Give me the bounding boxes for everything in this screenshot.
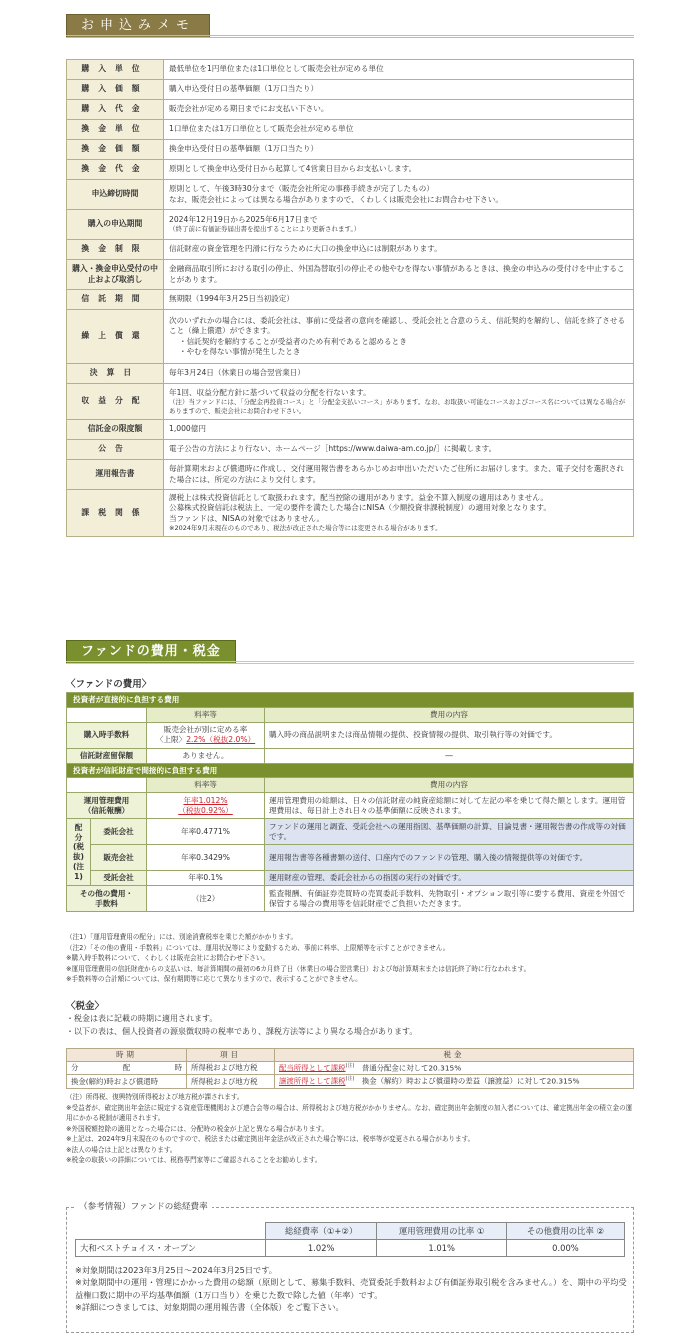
reference-notes: ※対象期間は2023年3月25日～2024年3月25日です。 ※対象期間中の運用・管理にかかった費用の総額（原則として、募集手数料、売買委託手数料および有価証券取引税を含みません。）を、期中の平均受益権口数に期中の平均基準価額（1万口当り）を乗じた数で除した値（年率）です。 ※詳細につきましては、対象期間の運用報告書（全体版）をご覧下さい。: [75, 1265, 627, 1312]
other-fee-label: その他の費用・ 手数料: [67, 886, 147, 912]
alloc-label: 配分 (税抜) (注1): [67, 819, 91, 886]
memo-row-label: 換金価額: [67, 140, 164, 160]
fund-name: 大和ベストチョイス・オープン: [76, 1240, 266, 1257]
memo-row-value: 最低単位を1円単位または1口単位として販売会社が定める単位: [164, 60, 634, 80]
trustor-label: 委託会社: [91, 819, 147, 845]
reference-title: （参考情報）ファンドの総経費率: [75, 1200, 212, 1212]
total-ratio-value: 1.02%: [266, 1240, 377, 1257]
memo-row-value: 信託財産の資金管理を円滑に行なうために大口の換金申込には制限があります。: [164, 240, 634, 260]
purchase-fee-rate: 販売会社が別に定める率 〈上限〉2.2%（税抜2.0%）: [147, 722, 265, 748]
memo-row-label: 購入・換金申込受付の中止および取消し: [67, 260, 164, 290]
memo-row: [67, 180, 634, 210]
memo-row: [67, 160, 634, 180]
other-fee-rate: （注2）: [147, 886, 265, 912]
mgmt-ratio-header: 運用管理費用の比率 ①: [377, 1223, 507, 1240]
memo-row-value: 毎年3月24日（休業日の場合翌営業日）: [164, 364, 634, 384]
memo-row-value: 電子公告の方法により行ない、ホームページ［https://www.daiwa-am.co.jp/］に掲載します。: [164, 440, 634, 460]
tax-row: 換金(解約)時および償還時 所得税および地方税 譲渡所得として課税$^{(注)}$ 換金（解約）時および償還時の差益（譲渡益）に対して20.315%: [67, 1075, 634, 1088]
memo-row-value: 毎計算期末および償還時に作成し、交付運用報告書をあらかじめお申出いただいたご住所にお届けします。また、電子交付を選択された場合には、所定の方法により交付します。: [164, 460, 634, 490]
fee-col-content: 費用の内容: [265, 707, 634, 722]
memo-row-label: 信託金の限度額: [67, 420, 164, 440]
memo-row-label: 信託期間: [67, 290, 164, 310]
other-fee-content: 監査報酬、有価証券売買時の売買委託手数料、先物取引・オプション取引等に要する費用、資産を外国で保管する場合の費用等を信託財産でご負担いただきます。: [265, 886, 634, 912]
memo-row-value: 1,000億円: [164, 420, 634, 440]
purchase-fee-content: 購入時の商品説明または商品情報の提供、投資情報の提供、取引執行等の対価です。: [265, 722, 634, 748]
memo-row-value: 購入申込受付日の基準価額（1万口当たり）: [164, 80, 634, 100]
memo-table: [66, 59, 634, 537]
mgmt-fee-label: 運用管理費用 （信託報酬）: [67, 793, 147, 819]
tax-col-time: 時期: [67, 1049, 187, 1062]
seller-label: 販売会社: [91, 845, 147, 871]
memo-row-label: 購入価額: [67, 80, 164, 100]
memo-row-value: 原則として、午後3時30分まで（販売会社所定の事務手続きが完了したもの） なお、販売会社によっては異なる場合がありますので、くわしくは販売会社にお問合わせ下さい。: [164, 180, 634, 210]
trustee-content: 運用財産の管理、委託会社からの指図の実行の対価です。: [265, 871, 634, 886]
purchase-fee-label: 購入時手数料: [67, 722, 147, 748]
memo-row-label: 公告: [67, 440, 164, 460]
memo-section-title: お申込みメモ: [66, 14, 210, 38]
mgmt-fee-content: 運用管理費用の総額は、日々の信託財産の純資産総額に対して左記の率を乗じて得た額とします。運用管理費用は、毎日計上され日々の基準価額に反映されます。: [265, 793, 634, 819]
memo-row: [67, 80, 634, 100]
memo-row-value: 1口単位または1万口単位として販売会社が定める単位: [164, 120, 634, 140]
memo-row-label: 申込締切時間: [67, 180, 164, 210]
memo-row: [67, 490, 634, 537]
memo-row: [67, 210, 634, 240]
memo-row-label: 換金単位: [67, 120, 164, 140]
memo-row-value: 換金申込受付日の基準価額（1万口当たり）: [164, 140, 634, 160]
memo-row-label: 運用報告書: [67, 460, 164, 490]
reserve-rate: ありません。: [147, 748, 265, 763]
memo-row-value: 原則として換金申込受付日から起算して4営業日目からお支払いします。: [164, 160, 634, 180]
fee-table: 投資者が直接的に負担する費用 料率等 費用の内容 購入時手数料 販売会社が別に定める率 〈上限〉2.2%（税抜2.0%） 購入時の商品説明または商品情報の提供、投資情報の提供、取引執行等の対価です。 信託財産留保額 ありません。 ― 投資者が信託財産で間接的に負担する費用 料率等 費用の内容 運用管理費用 （信託報酬） 年率1.012% （税抜0.92%） 運用管理費用の総額は、日々の信託財産の純資産総額に対して左記の率を乗じて得た額とします。運用管理費用は、毎日計上され日々の基準価額に反映されます。 配分 (税抜) (注1) 委託会社 年率0.4771% ファンドの運用と調査、受託会社への運用指図、基準価額の計算、目論見書・運用報告書の作成等の対価です。 販売会社 年率0.3429% 運用報告書等各種書類の送付、口座内でのファンドの管理、購入後の情報提供等の対価です。 受託会社 年率0.1% 運用財産の管理、委託会社からの指図の実行の対価です。 その他の費用・ 手数料 （注2） 監査報酬、有価証券売買時の売買委託手数料、先物取引・オプション取引等に要する費用、資産を外国で保管する場合の費用等を信託財産でご負担いただきます。: [66, 692, 634, 912]
expense-ratio-table: [75, 1222, 625, 1257]
trustor-rate: 年率0.4771%: [147, 819, 265, 845]
memo-row-label: 繰上償還: [67, 310, 164, 364]
tax-notes: （注）所得税、復興特別所得税および地方税が課されます。 ※受益者が、確定拠出年金法に規定する資産管理機関および連合会等の場合は、所得税および地方税がかかりません。なお、確定拠出年金制度の加入者については、確定拠出年金の積立金の運用にかかる税制が適用されます。 ※外国税額控除の適用となった場合には、分配時の税金が上記と異なる場合があります。 ※上記は、2024年9月末現在のものですので、税法または確定拠出年金法が改正された場合等には、税率等が変更される場合があります。 ※法人の場合は上記とは異なります。 ※税金の取扱いの詳細については、税務専門家等にご確認されることをお勧めします。: [66, 1093, 633, 1165]
tax-col-item: 項目: [187, 1049, 275, 1062]
tax-table: [66, 1048, 634, 1089]
fee-notes: （注1）「運用管理費用の配分」には、別途消費税率を乗じた額がかかります。 （注2）「その他の費用・手数料」については、運用状況等により変動するため、事前に料率、上限額等を示すことができません。 ※購入時手数料について、くわしくは販売会社にお問合わせ下さい。 ※運用管理費用の信託財産からの支払いは、毎計算期間の最初の6カ月終了日（休業日の場合翌営業日）および毎計算期末または信託終了時に行なわれます。 ※手数料等の合計額については、保有期間等に応じて異なりますので、表示することができません。: [66, 933, 531, 984]
tax-col-tax: 税金: [275, 1049, 634, 1062]
fee-band-direct: 投資者が直接的に負担する費用: [67, 693, 634, 708]
memo-row-value: 次のいずれかの場合には、委託会社は、事前に受益者の意向を確認し、受託会社と合意のうえ、信託契約を解約し、信託を終了させること（繰上償還）ができます。 ・信託契約を解約することが受益者のため有利であると認めるとき ・やむを得ない事情が発生したとき: [164, 310, 634, 364]
memo-row: [67, 310, 634, 364]
fee-section-title: ファンドの費用・税金: [66, 640, 236, 664]
fee-col-rate: 料率等: [147, 707, 265, 722]
memo-row: [67, 460, 634, 490]
mgmt-ratio-value: 1.01%: [377, 1240, 507, 1257]
trustee-rate: 年率0.1%: [147, 871, 265, 886]
reserve-label: 信託財産留保額: [67, 748, 147, 763]
tax-row: 分配時 所得税および地方税 配当所得として課税$^{(注)}$ 普通分配金に対して20.315%: [67, 1061, 634, 1074]
memo-row: [67, 140, 634, 160]
trustee-label: 受託会社: [91, 871, 147, 886]
seller-rate: 年率0.3429%: [147, 845, 265, 871]
mgmt-fee-rate: 年率1.012% （税抜0.92%）: [147, 793, 265, 819]
memo-row-value: 2024年12月19日から2025年6月17日まで （終了前に有価証券届出書を提出することにより更新されます。）: [164, 210, 634, 240]
seller-content: 運用報告書等各種書類の送付、口座内でのファンドの管理、購入後の情報提供等の対価です。: [265, 845, 634, 871]
memo-row: [67, 240, 634, 260]
total-ratio-header: 総経費率（①+②）: [266, 1223, 377, 1240]
memo-row: [67, 60, 634, 80]
memo-row-value: 金融商品取引所における取引の停止、外国為替取引の停止その他やむを得ない事情があるときは、換金の申込みの受付けを中止することがあります。: [164, 260, 634, 290]
memo-row: [67, 100, 634, 120]
memo-row-label: 購入の申込期間: [67, 210, 164, 240]
memo-row-label: 課税関係: [67, 490, 164, 537]
memo-row-value: 年1回、収益分配方針に基づいて収益の分配を行ないます。 （注）当ファンドには、「分配金再投資コース」と「分配金支払いコース」があります。なお、お取扱い可能なコースおよびコース名については異なる場合がありますので、販売会社にお問合わせ下さい。: [164, 384, 634, 420]
memo-row: [67, 260, 634, 290]
other-ratio-value: 0.00%: [506, 1240, 624, 1257]
memo-row: [67, 290, 634, 310]
memo-row-label: 決算日: [67, 364, 164, 384]
memo-row-value: 課税上は株式投資信託として取扱われます。配当控除の適用があります。益金不算入制度の適用はありません。 公募株式投資信託は税法上、一定の要件を満たした場合にNISA（少額投資非課税制度）の適用対象となります。 当ファンドは、NISAの対象ではありません。 ※2024年9月末現在のものであり、税法が改正された場合等には変更される場合があります。: [164, 490, 634, 537]
memo-row-label: 収益分配: [67, 384, 164, 420]
memo-row-label: 購入単位: [67, 60, 164, 80]
memo-row: [67, 120, 634, 140]
memo-row-value: 販売会社が定める期日までにお支払い下さい。: [164, 100, 634, 120]
reserve-content: ―: [265, 748, 634, 763]
memo-section-header: [66, 14, 634, 38]
memo-row: [67, 440, 634, 460]
memo-row-label: 換金代金: [67, 160, 164, 180]
memo-row: [67, 384, 634, 420]
reference-box: [66, 1202, 634, 1333]
fee-section-header: [66, 640, 634, 664]
trustor-content: ファンドの運用と調査、受託会社への運用指図、基準価額の計算、目論見書・運用報告書の作成等の対価です。: [265, 819, 634, 845]
memo-row-value: 無期限（1994年3月25日当初設定）: [164, 290, 634, 310]
fee-subtitle: 〈ファンドの費用〉: [66, 679, 152, 690]
memo-row: [67, 364, 634, 384]
memo-row-label: 購入代金: [67, 100, 164, 120]
tax-bullets: ・税金は表に記載の時期に適用されます。 ・以下の表は、個人投資者の源泉徴収時の税率であり、課税方法等により異なる場合があります。: [66, 1014, 418, 1036]
memo-row-label: 換金制限: [67, 240, 164, 260]
memo-row: [67, 420, 634, 440]
fee-band-indirect: 投資者が信託財産で間接的に負担する費用: [67, 763, 634, 778]
other-ratio-header: その他費用の比率 ②: [506, 1223, 624, 1240]
tax-subtitle: 〈税金〉: [66, 1001, 105, 1012]
